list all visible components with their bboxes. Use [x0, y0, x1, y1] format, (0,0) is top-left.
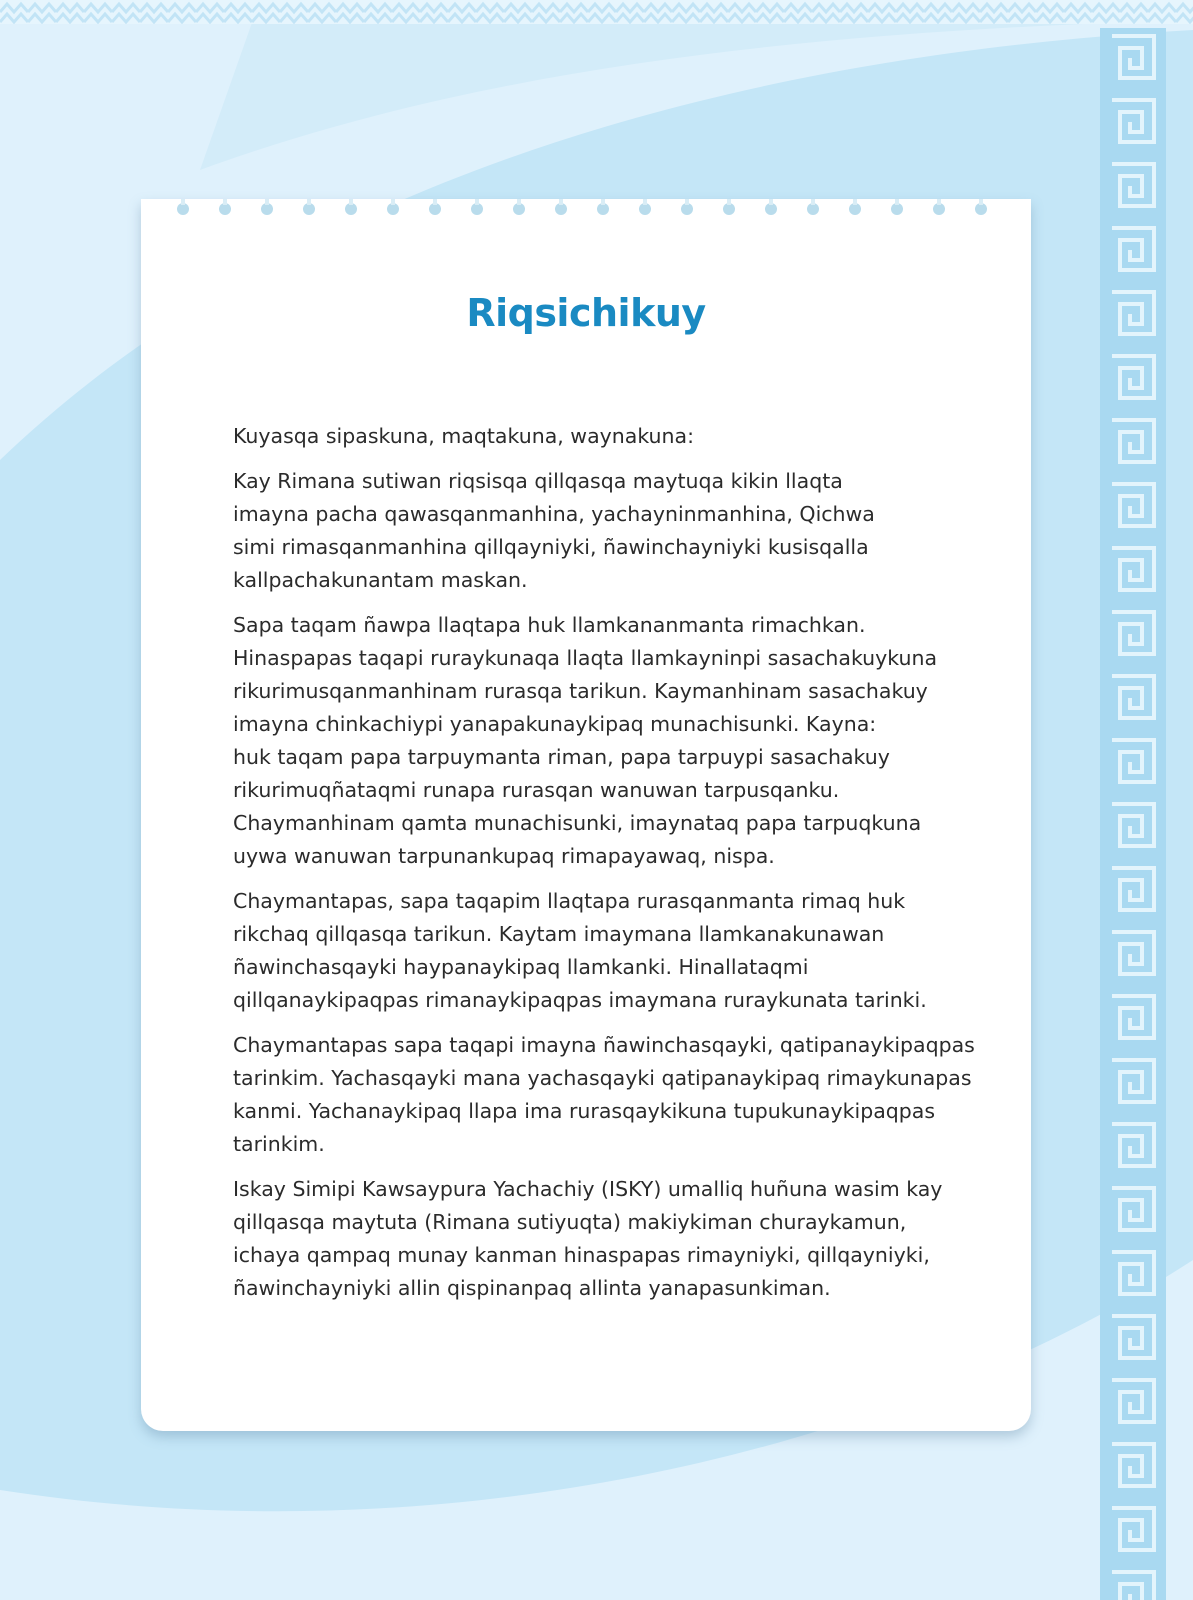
text-line: rikchaq qillqasqa tarikun. Kaytam imaymana llamkanakunawan	[233, 922, 885, 946]
text-line: qillqasqa maytuta (Rimana sutiyuqta) makiykiman churaykamun,	[233, 1210, 907, 1234]
text-line: imayna chinkachiypi yanapakunaykipaq munachisunki. Kayna:	[233, 712, 877, 736]
text-line: ichaya qampaq munay kanman hinaspapas rimayniyki, qillqayniyki,	[233, 1243, 930, 1267]
text-line: uywa wanuwan tarpunankupaq rimapayawaq, nispa.	[233, 844, 775, 868]
text-line: Iskay Simipi Kawsaypura Yachachiy (ISKY) umalliq huñuna wasim kay	[233, 1177, 943, 1201]
text-line: huk taqam papa tarpuymanta riman, papa tarpuypi sasachakuy	[233, 745, 890, 769]
text-line: ñawinchayniyki allin qispinanpaq allinta yanapasunkiman.	[233, 1276, 831, 1300]
text-line: Chaymanhinam qamta munachisunki, imaynataq papa tarpuqkuna	[233, 811, 922, 835]
page-title: Riqsichikuy	[466, 291, 706, 335]
text-line: Kay Rimana sutiwan riqsisqa qillqasqa maytuqa kikin llaqta	[233, 469, 843, 493]
text-line: qillqanaykipaqpas rimanaykipaqpas imaymana ruraykunata tarinki.	[233, 988, 927, 1012]
text-line: kanmi. Yachanaykipaq llapa ima rurasqaykikuna tupukunaykipaqpas	[233, 1099, 936, 1123]
text-line: Kuyasqa sipaskuna, maqtakuna, waynakuna:	[233, 424, 695, 448]
text-line: Chaymantapas sapa taqapi imayna ñawinchasqayki, qatipanaykipaqpas	[233, 1033, 975, 1057]
text-line: Hinaspapas taqapi ruraykunaqa llaqta llamkayninpi sasachakuykuna	[233, 646, 938, 670]
text-line: tarinkim.	[233, 1132, 325, 1156]
text-line: Sapa taqam ñawpa llaqtapa huk llamkananmanta rimachkan.	[233, 613, 866, 637]
text-line: rikurimusqanmanhinam rurasqa tarikun. Kaymanhinam sasachakuy	[233, 679, 928, 703]
paragraph	[233, 609, 953, 873]
text-line: simi rimasqanmanhina qillqayniyki, ñawinchayniyki kusisqalla	[233, 535, 869, 559]
paragraph	[233, 465, 953, 597]
text-line: rikurimuqñataqmi runapa rurasqan wanuwan tarpusqanku.	[233, 778, 840, 802]
side-pattern-border	[1100, 28, 1166, 1600]
paragraph	[233, 1029, 975, 1161]
paragraph	[233, 1173, 953, 1305]
text-line: Chaymantapas, sapa taqapim llaqtapa rurasqanmanta rimaq huk	[233, 889, 906, 913]
text-line: kallpachakunantam maskan.	[233, 568, 528, 592]
text-line: ñawinchasqayki haypanaykipaq llamkanki. Hinallataqmi	[233, 955, 809, 979]
body-text	[233, 420, 975, 1317]
title-area	[141, 0, 1031, 400]
text-line: tarinkim. Yachasqayki mana yachasqayki qatipanaykipaq rimaykunapas	[233, 1066, 972, 1090]
paragraph	[233, 885, 953, 1017]
paragraph	[233, 420, 953, 453]
text-line: imayna pacha qawasqanmanhina, yachayninmanhina, Qichwa	[233, 502, 875, 526]
